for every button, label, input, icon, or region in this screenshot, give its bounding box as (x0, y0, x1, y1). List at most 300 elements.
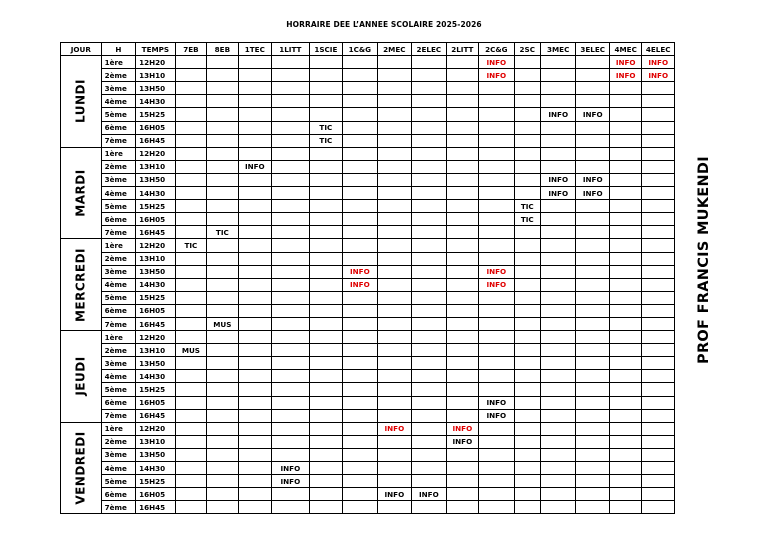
schedule-cell (412, 409, 447, 422)
schedule-cell (175, 147, 206, 160)
schedule-cell (377, 304, 412, 317)
schedule-cell (514, 344, 540, 357)
schedule-cell: INFO (609, 69, 641, 82)
column-header: 1TEC (238, 43, 271, 56)
schedule-cell (412, 331, 447, 344)
schedule-cell (175, 357, 206, 370)
time-cell: 15H25 (136, 291, 176, 304)
schedule-cell (343, 317, 378, 330)
column-header: 1SCIE (309, 43, 342, 56)
schedule-cell: MUS (175, 344, 206, 357)
time-cell: 13H50 (136, 448, 176, 461)
schedule-cell (175, 252, 206, 265)
schedule-cell: TIC (514, 213, 540, 226)
schedule-cell (576, 147, 609, 160)
schedule-cell (272, 448, 310, 461)
schedule-cell (514, 501, 540, 514)
schedule-cell (540, 200, 576, 213)
schedule-cell (343, 108, 378, 121)
day-label-cell (61, 239, 102, 331)
time-cell: 13H10 (136, 344, 176, 357)
schedule-cell (479, 383, 515, 396)
schedule-cell (175, 409, 206, 422)
schedule-cell (207, 160, 238, 173)
schedule-cell (479, 121, 515, 134)
schedule-cell (609, 488, 641, 501)
schedule-cell (609, 226, 641, 239)
schedule-cell (175, 160, 206, 173)
table-row (61, 200, 675, 213)
schedule-cell (609, 239, 641, 252)
schedule-cell (175, 475, 206, 488)
schedule-cell (343, 187, 378, 200)
schedule-cell (272, 265, 310, 278)
time-cell: 16H45 (136, 501, 176, 514)
schedule-cell (377, 95, 412, 108)
table-row (61, 435, 675, 448)
schedule-cell: TIC (175, 239, 206, 252)
schedule-cell (238, 56, 271, 69)
schedule-cell (514, 173, 540, 186)
day-label: MERCREDI (73, 247, 88, 322)
column-header: 4ELEC (642, 43, 675, 56)
schedule-cell (412, 370, 447, 383)
schedule-cell (446, 317, 478, 330)
schedule-cell (272, 82, 310, 95)
schedule-cell (479, 422, 515, 435)
schedule-cell (309, 488, 342, 501)
schedule-cell (609, 278, 641, 291)
schedule-cell (576, 435, 609, 448)
schedule-cell (642, 344, 675, 357)
schedule-cell (446, 409, 478, 422)
hour-cell: 7ème (101, 409, 136, 422)
schedule-cell (272, 173, 310, 186)
schedule-cell (272, 252, 310, 265)
hour-cell: 1ère (101, 331, 136, 344)
schedule-cell (642, 265, 675, 278)
schedule-cell (479, 304, 515, 317)
schedule-cell (377, 134, 412, 147)
schedule-cell (540, 291, 576, 304)
schedule-cell (377, 187, 412, 200)
table-row (61, 252, 675, 265)
schedule-cell (540, 213, 576, 226)
schedule-cell (514, 226, 540, 239)
schedule-cell (343, 357, 378, 370)
schedule-cell: INFO (576, 187, 609, 200)
schedule-cell (540, 488, 576, 501)
schedule-cell (642, 357, 675, 370)
schedule-cell (377, 291, 412, 304)
schedule-cell (207, 357, 238, 370)
schedule-cell (642, 278, 675, 291)
schedule-cell (272, 291, 310, 304)
schedule-cell: INFO (377, 422, 412, 435)
schedule-cell: INFO (642, 56, 675, 69)
schedule-cell (576, 213, 609, 226)
hour-cell: 4ème (101, 370, 136, 383)
column-header: H (101, 43, 136, 56)
schedule-cell (514, 69, 540, 82)
schedule-cell (479, 317, 515, 330)
schedule-cell (514, 252, 540, 265)
schedule-cell (272, 108, 310, 121)
schedule-cell (207, 291, 238, 304)
schedule-cell (377, 331, 412, 344)
schedule-cell (238, 252, 271, 265)
schedule-cell (412, 462, 447, 475)
schedule-cell (309, 252, 342, 265)
schedule-cell (540, 357, 576, 370)
schedule-cell: MUS (207, 317, 238, 330)
schedule-cell: INFO (412, 488, 447, 501)
time-cell: 12H20 (136, 422, 176, 435)
time-cell: 14H30 (136, 462, 176, 475)
schedule-cell (238, 409, 271, 422)
schedule-cell (377, 108, 412, 121)
schedule-cell (238, 291, 271, 304)
day-label: VENDREDI (73, 431, 88, 505)
schedule-cell (238, 462, 271, 475)
page-title: HORRAIRE DEE L’ANNEE SCOLAIRE 2025-2026 (286, 20, 482, 29)
schedule-cell (377, 213, 412, 226)
schedule-cell (412, 435, 447, 448)
schedule-cell (446, 160, 478, 173)
schedule-cell (377, 383, 412, 396)
column-header: 8EB (207, 43, 238, 56)
hour-cell: 7ème (101, 501, 136, 514)
schedule-cell (609, 448, 641, 461)
hour-cell: 2ème (101, 160, 136, 173)
schedule-cell (309, 448, 342, 461)
schedule-cell (412, 173, 447, 186)
schedule-cell (175, 422, 206, 435)
schedule-cell (238, 448, 271, 461)
schedule-cell (514, 291, 540, 304)
schedule-cell (540, 501, 576, 514)
schedule-cell (514, 488, 540, 501)
table-row (61, 121, 675, 134)
schedule-cell (576, 396, 609, 409)
schedule-cell (479, 95, 515, 108)
schedule-cell (479, 147, 515, 160)
schedule-cell (343, 226, 378, 239)
schedule-cell (377, 344, 412, 357)
schedule-cell (377, 173, 412, 186)
time-cell: 14H30 (136, 370, 176, 383)
schedule-cell (309, 108, 342, 121)
schedule-cell (609, 396, 641, 409)
schedule-cell (446, 173, 478, 186)
schedule-cell: INFO (576, 173, 609, 186)
schedule-cell (540, 331, 576, 344)
schedule-cell (238, 278, 271, 291)
day-label-cell (61, 147, 102, 239)
schedule-cell (514, 422, 540, 435)
hour-cell: 2ème (101, 435, 136, 448)
schedule-cell (309, 475, 342, 488)
schedule-cell (309, 501, 342, 514)
time-cell: 13H10 (136, 69, 176, 82)
table-row (61, 134, 675, 147)
schedule-cell (576, 383, 609, 396)
schedule-cell (272, 56, 310, 69)
schedule-cell (514, 121, 540, 134)
schedule-cell (207, 147, 238, 160)
schedule-cell (377, 317, 412, 330)
schedule-cell (446, 56, 478, 69)
schedule-cell (446, 82, 478, 95)
table-row (61, 265, 675, 278)
schedule-cell: TIC (514, 200, 540, 213)
schedule-cell (540, 252, 576, 265)
hour-cell: 2ème (101, 69, 136, 82)
time-cell: 12H20 (136, 331, 176, 344)
schedule-cell (207, 331, 238, 344)
schedule-cell (446, 370, 478, 383)
hour-cell: 4ème (101, 187, 136, 200)
table-row (61, 396, 675, 409)
schedule-cell (309, 304, 342, 317)
schedule-cell (272, 278, 310, 291)
schedule-cell (540, 134, 576, 147)
schedule-cell (576, 488, 609, 501)
column-header: 2ELEC (412, 43, 447, 56)
table-row (61, 226, 675, 239)
schedule-cell (175, 291, 206, 304)
column-header: 3ELEC (576, 43, 609, 56)
schedule-cell (343, 239, 378, 252)
schedule-cell (272, 95, 310, 108)
schedule-cell (175, 226, 206, 239)
schedule-cell (412, 82, 447, 95)
schedule-cell (309, 69, 342, 82)
schedule-cell (446, 488, 478, 501)
hour-cell: 6ème (101, 396, 136, 409)
time-cell: 15H25 (136, 200, 176, 213)
column-header: 1LITT (272, 43, 310, 56)
schedule-cell (412, 213, 447, 226)
schedule-cell (576, 160, 609, 173)
schedule-cell (175, 278, 206, 291)
hour-cell: 3ème (101, 357, 136, 370)
schedule-cell (642, 226, 675, 239)
schedule-cell (238, 134, 271, 147)
schedule-cell (207, 344, 238, 357)
schedule-cell: TIC (309, 121, 342, 134)
schedule-cell (207, 213, 238, 226)
schedule-cell (412, 357, 447, 370)
schedule-cell (642, 173, 675, 186)
schedule-cell (642, 121, 675, 134)
column-header: 2C&G (479, 43, 515, 56)
schedule-cell (446, 226, 478, 239)
schedule-cell (412, 265, 447, 278)
schedule-cell (609, 409, 641, 422)
table-row (61, 95, 675, 108)
time-cell: 16H45 (136, 409, 176, 422)
schedule-cell (412, 422, 447, 435)
schedule-cell: INFO (540, 187, 576, 200)
schedule-cell (540, 370, 576, 383)
schedule-cell (446, 501, 478, 514)
schedule-cell (175, 488, 206, 501)
schedule-cell (576, 278, 609, 291)
schedule-cell (412, 448, 447, 461)
schedule-cell (642, 134, 675, 147)
schedule-cell (175, 82, 206, 95)
schedule-cell (309, 291, 342, 304)
schedule-cell (514, 396, 540, 409)
schedule-cell (609, 187, 641, 200)
schedule-cell (377, 501, 412, 514)
schedule-cell (514, 147, 540, 160)
schedule-cell (207, 200, 238, 213)
schedule-cell (207, 370, 238, 383)
schedule-cell: INFO (343, 278, 378, 291)
schedule-cell (446, 213, 478, 226)
schedule-cell (540, 435, 576, 448)
schedule-cell (207, 265, 238, 278)
schedule-cell (540, 160, 576, 173)
table-row (61, 383, 675, 396)
schedule-cell (479, 462, 515, 475)
schedule-cell (412, 304, 447, 317)
schedule-cell: INFO (479, 69, 515, 82)
schedule-cell (479, 108, 515, 121)
schedule-cell (238, 435, 271, 448)
schedule-cell (412, 200, 447, 213)
schedule-cell (412, 95, 447, 108)
hour-cell: 5ème (101, 200, 136, 213)
day-label: LUNDI (73, 79, 88, 124)
schedule-cell (642, 396, 675, 409)
schedule-cell (609, 173, 641, 186)
schedule-cell (343, 291, 378, 304)
schedule-cell (412, 396, 447, 409)
schedule-cell (238, 475, 271, 488)
schedule-cell (309, 213, 342, 226)
schedule-cell (309, 56, 342, 69)
schedule-cell (175, 213, 206, 226)
schedule-cell (207, 121, 238, 134)
schedule-cell (377, 226, 412, 239)
schedule-cell (412, 121, 447, 134)
schedule-cell (609, 422, 641, 435)
schedule-cell: INFO (540, 108, 576, 121)
schedule-cell (514, 95, 540, 108)
hour-cell: 7ème (101, 134, 136, 147)
schedule-cell (207, 448, 238, 461)
schedule-cell (609, 435, 641, 448)
schedule-cell (446, 304, 478, 317)
table-row (61, 173, 675, 186)
schedule-cell (377, 121, 412, 134)
schedule-cell (207, 475, 238, 488)
table-row (61, 448, 675, 461)
schedule-cell (642, 187, 675, 200)
schedule-cell (175, 265, 206, 278)
schedule-cell (175, 200, 206, 213)
table-row (61, 475, 675, 488)
schedule-cell (576, 252, 609, 265)
schedule-cell (576, 239, 609, 252)
schedule-cell (446, 278, 478, 291)
schedule-cell (642, 252, 675, 265)
schedule-cell (309, 95, 342, 108)
schedule-cell (609, 291, 641, 304)
time-cell: 15H25 (136, 108, 176, 121)
hour-cell: 6ème (101, 304, 136, 317)
schedule-cell (514, 265, 540, 278)
schedule-cell (540, 265, 576, 278)
schedule-cell (540, 69, 576, 82)
schedule-cell (514, 239, 540, 252)
schedule-cell (514, 462, 540, 475)
schedule-cell (514, 383, 540, 396)
schedule-cell (309, 200, 342, 213)
schedule-cell (540, 226, 576, 239)
schedule-cell (514, 448, 540, 461)
schedule-cell (377, 409, 412, 422)
schedule-cell (207, 239, 238, 252)
schedule-cell (446, 331, 478, 344)
schedule-cell (609, 462, 641, 475)
schedule-cell (175, 69, 206, 82)
schedule-cell (412, 239, 447, 252)
schedule-cell (377, 396, 412, 409)
hour-cell: 4ème (101, 462, 136, 475)
schedule-cell (343, 409, 378, 422)
schedule-cell (377, 56, 412, 69)
schedule-cell (272, 396, 310, 409)
schedule-cell (238, 121, 271, 134)
table-row (61, 488, 675, 501)
schedule-cell (642, 147, 675, 160)
schedule-cell (272, 501, 310, 514)
day-label-cell (61, 56, 102, 148)
schedule-cell (514, 409, 540, 422)
schedule-cell (540, 239, 576, 252)
schedule-cell (479, 475, 515, 488)
schedule-cell (412, 501, 447, 514)
schedule-cell (540, 462, 576, 475)
schedule-cell (412, 56, 447, 69)
schedule-cell (479, 173, 515, 186)
schedule-cell (576, 331, 609, 344)
schedule-cell (479, 160, 515, 173)
schedule-cell (238, 357, 271, 370)
schedule-cell (642, 108, 675, 121)
schedule-cell (514, 160, 540, 173)
schedule-cell (514, 82, 540, 95)
schedule-cell (642, 82, 675, 95)
schedule-cell (343, 435, 378, 448)
schedule-cell (412, 108, 447, 121)
schedule-cell: TIC (309, 134, 342, 147)
schedule-cell (207, 82, 238, 95)
schedule-cell (576, 422, 609, 435)
hour-cell: 5ème (101, 475, 136, 488)
schedule-cell (207, 462, 238, 475)
schedule-cell (272, 213, 310, 226)
schedule-cell (446, 134, 478, 147)
schedule-cell (446, 344, 478, 357)
schedule-cell (576, 409, 609, 422)
schedule-cell (272, 69, 310, 82)
schedule-cell (343, 147, 378, 160)
